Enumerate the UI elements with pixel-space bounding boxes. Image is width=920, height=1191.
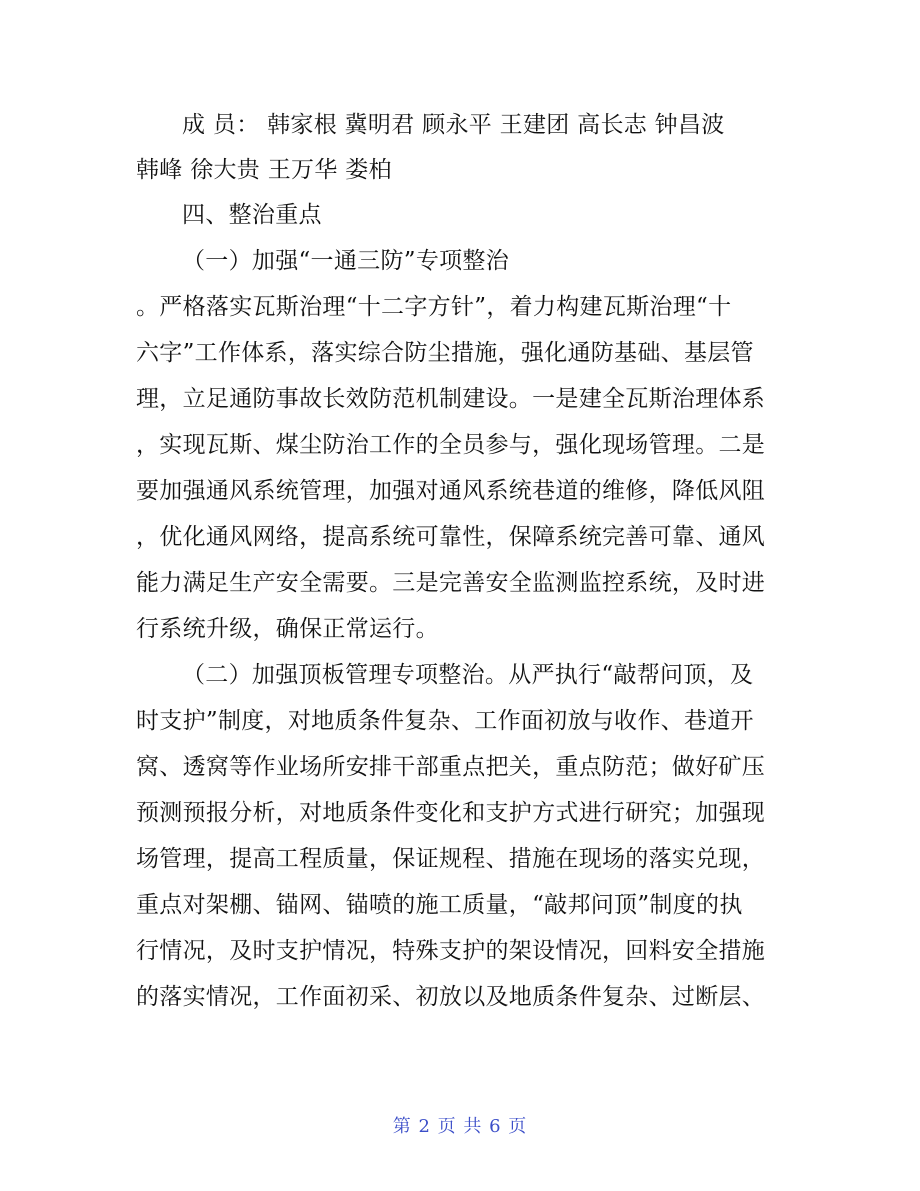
paragraph-line: 行系统升级，确保正常运行。	[136, 616, 439, 642]
paragraph-line: 要加强通风系统管理，加强对通风系统巷道的维修，降低风阻	[136, 478, 766, 504]
members-line-continued: 韩峰 徐大贵 王万华 娄柏	[136, 157, 392, 183]
page-number-footer: 第 2 页 共 6 页	[392, 1116, 528, 1137]
paragraph-line: ，实现瓦斯、煤尘防治工作的全员参与，强化现场管理。二是	[136, 432, 766, 458]
paragraph-line: 理，立足通防事故长效防范机制建设。一是建全瓦斯治理体系	[136, 386, 766, 412]
paragraph-line: 重点对架棚、锚网、锚喷的施工质量，“敲邦问顶”制度的执	[136, 892, 743, 918]
section-heading: 四、整治重点	[182, 202, 322, 228]
paragraph-line: 能力满足生产安全需要。三是完善安全监测监控系统，及时进	[136, 570, 766, 596]
paragraph-line: 行情况，及时支护情况，特殊支护的架设情况，回料安全措施	[136, 938, 766, 964]
paragraph-line: 场管理，提高工程质量，保证规程、措施在现场的落实兑现，	[136, 846, 766, 872]
paragraph-line: 六字”工作体系，落实综合防尘措施，强化通防基础、基层管	[136, 340, 754, 366]
paragraph-line: 。严格落实瓦斯治理“十二字方针”，着力构建瓦斯治理“十	[136, 294, 732, 320]
paragraph-line: 窝、透窝等作业场所安排干部重点把关，重点防范；做好矿压	[136, 754, 766, 780]
paragraph-line: 预测预报分析，对地质条件变化和支护方式进行研究；加强现	[136, 800, 766, 826]
paragraph-line: 的落实情况，工作面初采、初放以及地质条件复杂、过断层、	[136, 984, 766, 1010]
members-line: 成 员： 韩家根 冀明君 顾永平 王建团 高长志 钟昌波	[182, 112, 725, 138]
paragraph-line: （二）加强顶板管理专项整治。从严执行“敲帮问顶，及	[182, 662, 754, 688]
paragraph-line: ，优化通风网络，提高系统可靠性，保障系统完善可靠、通风	[136, 524, 766, 550]
paragraph-line: 时支护”制度，对地质条件复杂、工作面初放与收作、巷道开	[136, 708, 754, 734]
subsection-heading: （一）加强“一通三防”专项整治	[182, 248, 510, 274]
